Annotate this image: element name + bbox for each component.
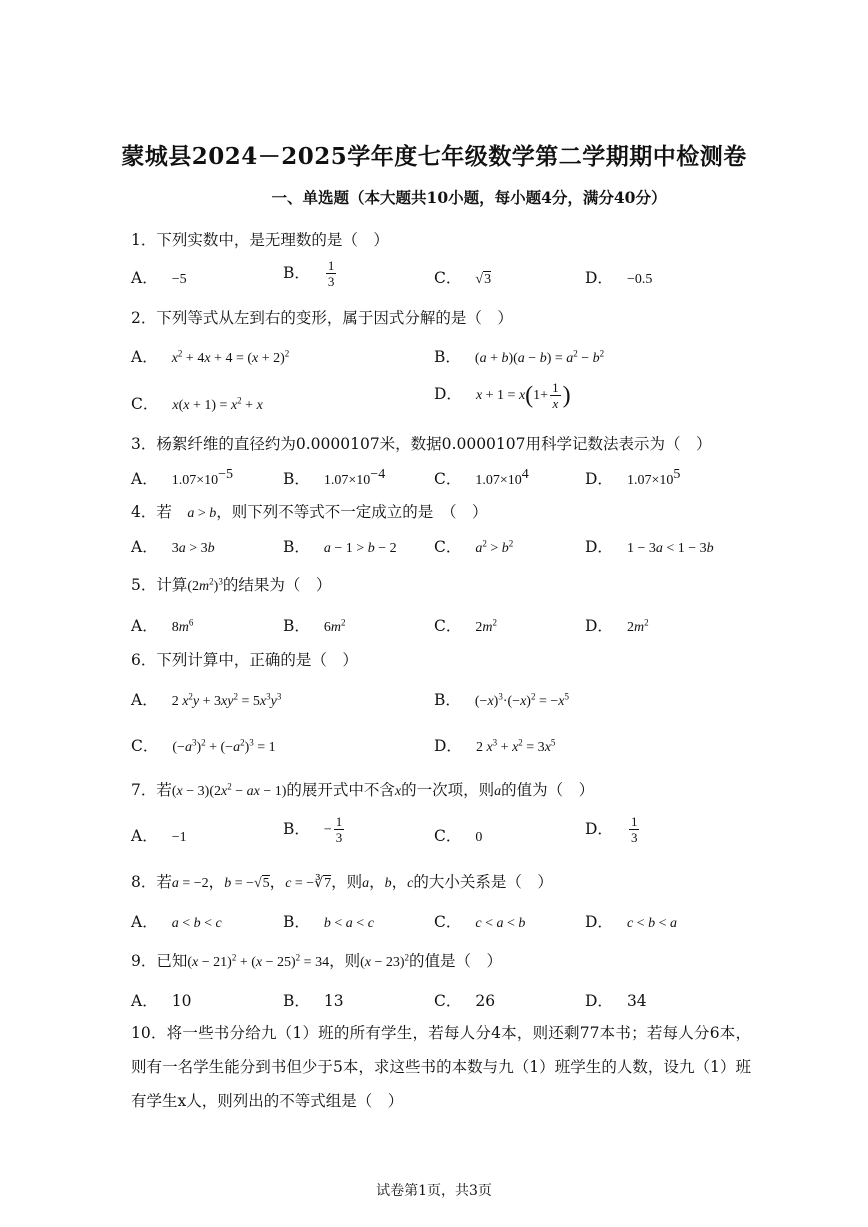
q9-option-c: C． 26 (434, 992, 496, 1010)
q6-option-a: A． 2 $x^2y + 3xy^2 = 5x^3y^3$ (131, 691, 282, 709)
q8-option-c: C． c < a < b (434, 913, 526, 931)
q2-option-d: D． x + 1 = x(1+ $\frac{1}{x}$ ) (434, 380, 571, 411)
q5-option-a: A． $8m^6$ (131, 617, 194, 635)
q8-option-a: A． a < b < c (131, 913, 222, 931)
q3-option-a: A． $1.07\times 10^{-5}$ (131, 467, 234, 489)
exam-title: 蒙城县2024－2025学年度七年级数学第二学期期中检测卷 (121, 143, 747, 170)
q3-option-b: B． $1.07\times 10^{-4}$ (283, 467, 386, 489)
q5-option-b: B． $6m^2$ (283, 617, 346, 635)
q7-option-b: B． − $\frac{1}{3}$ (283, 814, 343, 845)
q4-option-b: B． a − 1 > b − 2 (283, 538, 397, 556)
q8-option-d: D． c < b < a (585, 913, 677, 931)
q1-option-b: B． $\frac{1}{3}$ (283, 258, 335, 289)
q9-option-d: D． 34 (585, 992, 647, 1010)
q6-option-d: D． 2 $x^3 + x^2 = 3x^5$ (434, 737, 556, 755)
question-4-stem: 4．若 a > b，则下列不等式不一定成立的是 （ ） (131, 503, 488, 521)
q4-option-c: C． $a^2 > b^2$ (434, 538, 514, 556)
q7-option-a: A． −1 (131, 827, 187, 845)
q8-option-b: B． b < a < c (283, 913, 374, 931)
question-6-stem: 6．下列计算中，正确的是（ ） (131, 651, 358, 669)
q4-option-a: A． 3a > 3b (131, 538, 215, 556)
q3-option-d: D． $1.07\times 10^5$ (585, 467, 681, 489)
q6-option-c: C． $(-a^3)^2 + (-a^2)^3 = 1$ (131, 737, 276, 755)
q1-option-c: C． √3 (434, 269, 492, 287)
q1-option-d: D． −0.5 (585, 269, 653, 287)
question-7-stem: 7．若$(x - 3)(2x^2$ − ax − 1)的展开式中不含x的一次项，则a的值为（ ） (131, 781, 595, 799)
q9-option-a: A． 10 (131, 992, 192, 1010)
page-footer: 试卷第1页，共3页 (376, 1183, 492, 1199)
q2-option-c: C． $x(x + 1) = x^2 + x$ (131, 395, 263, 413)
section-heading: 一、单选题（本大题共10小题，每小题4分，满分40分） (271, 188, 667, 207)
question-5-stem: 5．计算$(2m^2)^3$的结果为（ ） (131, 576, 332, 594)
question-1-stem: 1．下列实数中，是无理数的是（ ） (131, 231, 389, 249)
q2-option-a: A． $x^2 + 4x + 4 = (x + 2)^2$ (131, 348, 290, 366)
q6-option-b: B． $(-x)^3\cdot(-x)^2 = -x^5$ (434, 691, 569, 709)
q7-option-c: C． 0 (434, 827, 483, 845)
q5-option-c: C． $2m^2$ (434, 617, 497, 635)
question-3-stem: 3．杨絮纤维的直径约为0.0000107米，数据0.0000107用科学记数法表示为（ ） (131, 435, 712, 453)
q9-option-b: B． 13 (283, 992, 344, 1010)
question-2-stem: 2．下列等式从左到右的变形，属于因式分解的是（ ） (131, 309, 513, 327)
q5-option-d: D． $2m^2$ (585, 617, 649, 635)
q1-option-a: A． −5 (131, 269, 187, 287)
q7-option-d: D． $\frac{1}{3}$ (585, 814, 638, 845)
question-8-stem: 8．若a = −2，b = −√5，c = −∛7，则a，b，c的大小关系是（ ） (131, 873, 553, 891)
question-9-stem: 9．已知$(x - 21)^2 + (x - 25)^2 = 34$，则$(x - 23)^2$的值是（ ） (131, 952, 503, 970)
q2-option-b: B． $(a + b)(a - b) = a^2 - b^2$ (434, 348, 605, 366)
question-10-stem: 10．将一些书分给九（1）班的所有学生，若每人分4本，则还剩77本书；若每人分6本，则有一名学生能分到书但少于5本，求这些书的本数与九（1）班学生的人数，设九（1）班有学生x人，则列出的不等式组是（ ） (131, 1024, 751, 1110)
q4-option-d: D． 1 − 3a < 1 − 3b (585, 538, 714, 556)
q3-option-c: C． $1.07\times 10^4$ (434, 467, 529, 489)
